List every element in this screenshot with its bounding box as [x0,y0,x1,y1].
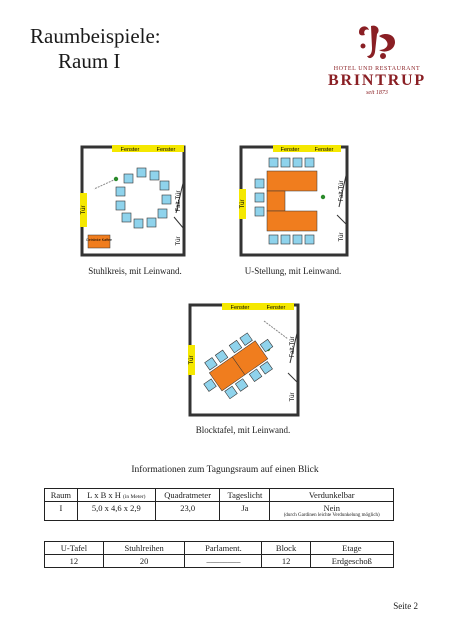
door-2-label: Tür [176,236,182,246]
header-u-table: U-Tafel [45,542,104,555]
header-parliament: Parlament. [185,542,262,555]
chairs-left [255,179,264,216]
header-dimensions: L x B x H (in Meter) [77,489,155,502]
cell-room: I [45,502,78,521]
window-1-label: Fenster [280,147,300,153]
window-2-label: Fenster [266,305,286,311]
folding-door-label: Falt-Tür [176,190,182,212]
coffee-label: Getränke Kaffee [85,238,113,242]
logo-emblem-icon [355,22,399,62]
screen-icon [114,177,118,181]
screen-icon [321,195,325,199]
room-diagram-block [188,303,300,417]
header-square-meters: Quadratmeter [155,489,219,502]
door-label: Tür [81,205,87,215]
table-row [45,555,394,568]
door-2-label: Tür [290,392,296,402]
info-heading: Informationen zum Tagungsraum auf einen Blick [131,465,319,475]
cell-block: 12 [262,555,310,568]
folding-door-label: Falt-Tür [290,336,296,358]
cell-floor: Erdgeschoß [310,555,393,568]
room-diagram-circle [80,145,186,257]
page-number: Seite 2 [393,601,418,611]
caption-circle: Stuhlkreis, mit Leinwand. [88,266,182,276]
table-header-row [45,489,394,502]
header-block: Block [262,542,310,555]
page-title [30,24,161,74]
title-line-1: Raumbeispiele: [30,24,161,48]
door-label: Tür [189,355,195,365]
logo-since: seit 1873 [366,90,388,96]
window-1-label: Fenster [230,305,250,311]
door-2-label: Tür [339,232,345,242]
header-rows: Stuhlreihen [103,542,185,555]
seating-info-table [44,541,394,568]
header-darkenable: Verdunkelbar [270,489,394,502]
door-label: Tür [240,199,246,209]
window-1-label: Fenster [120,147,140,153]
logo-brand: BRINTRUP [328,72,426,89]
room-diagram-u-shape [239,145,349,257]
table-header-row [45,542,394,555]
logo-subtitle: HOTEL UND RESTAURANT [333,66,421,72]
cell-darkenable: Nein (durch Gardinen leichte Verdunkelung möglich) [270,502,394,521]
caption-u-shape: U-Stellung, mit Leinwand. [244,266,342,276]
window-2-label: Fenster [314,147,334,153]
header-room: Raum [45,489,78,502]
caption-block: Blocktafel, mit Leinwand. [195,425,291,435]
cell-daylight: Ja [220,502,270,521]
header-daylight: Tageslicht [220,489,270,502]
title-line-2: Raum I [58,49,121,73]
cell-square-meters: 23,0 [155,502,219,521]
table-row [45,502,394,521]
room-info-table [44,488,394,521]
brintrup-logo [322,22,432,122]
cell-u-table: 12 [45,555,104,568]
window-2-label: Fenster [156,147,176,153]
cell-dimensions: 5,0 x 4,6 x 2,9 [77,502,155,521]
folding-door-label: Falt-Tür [339,180,345,202]
cell-rows: 20 [103,555,185,568]
header-floor: Etage [310,542,393,555]
cell-parliament: –––––––– [185,555,262,568]
